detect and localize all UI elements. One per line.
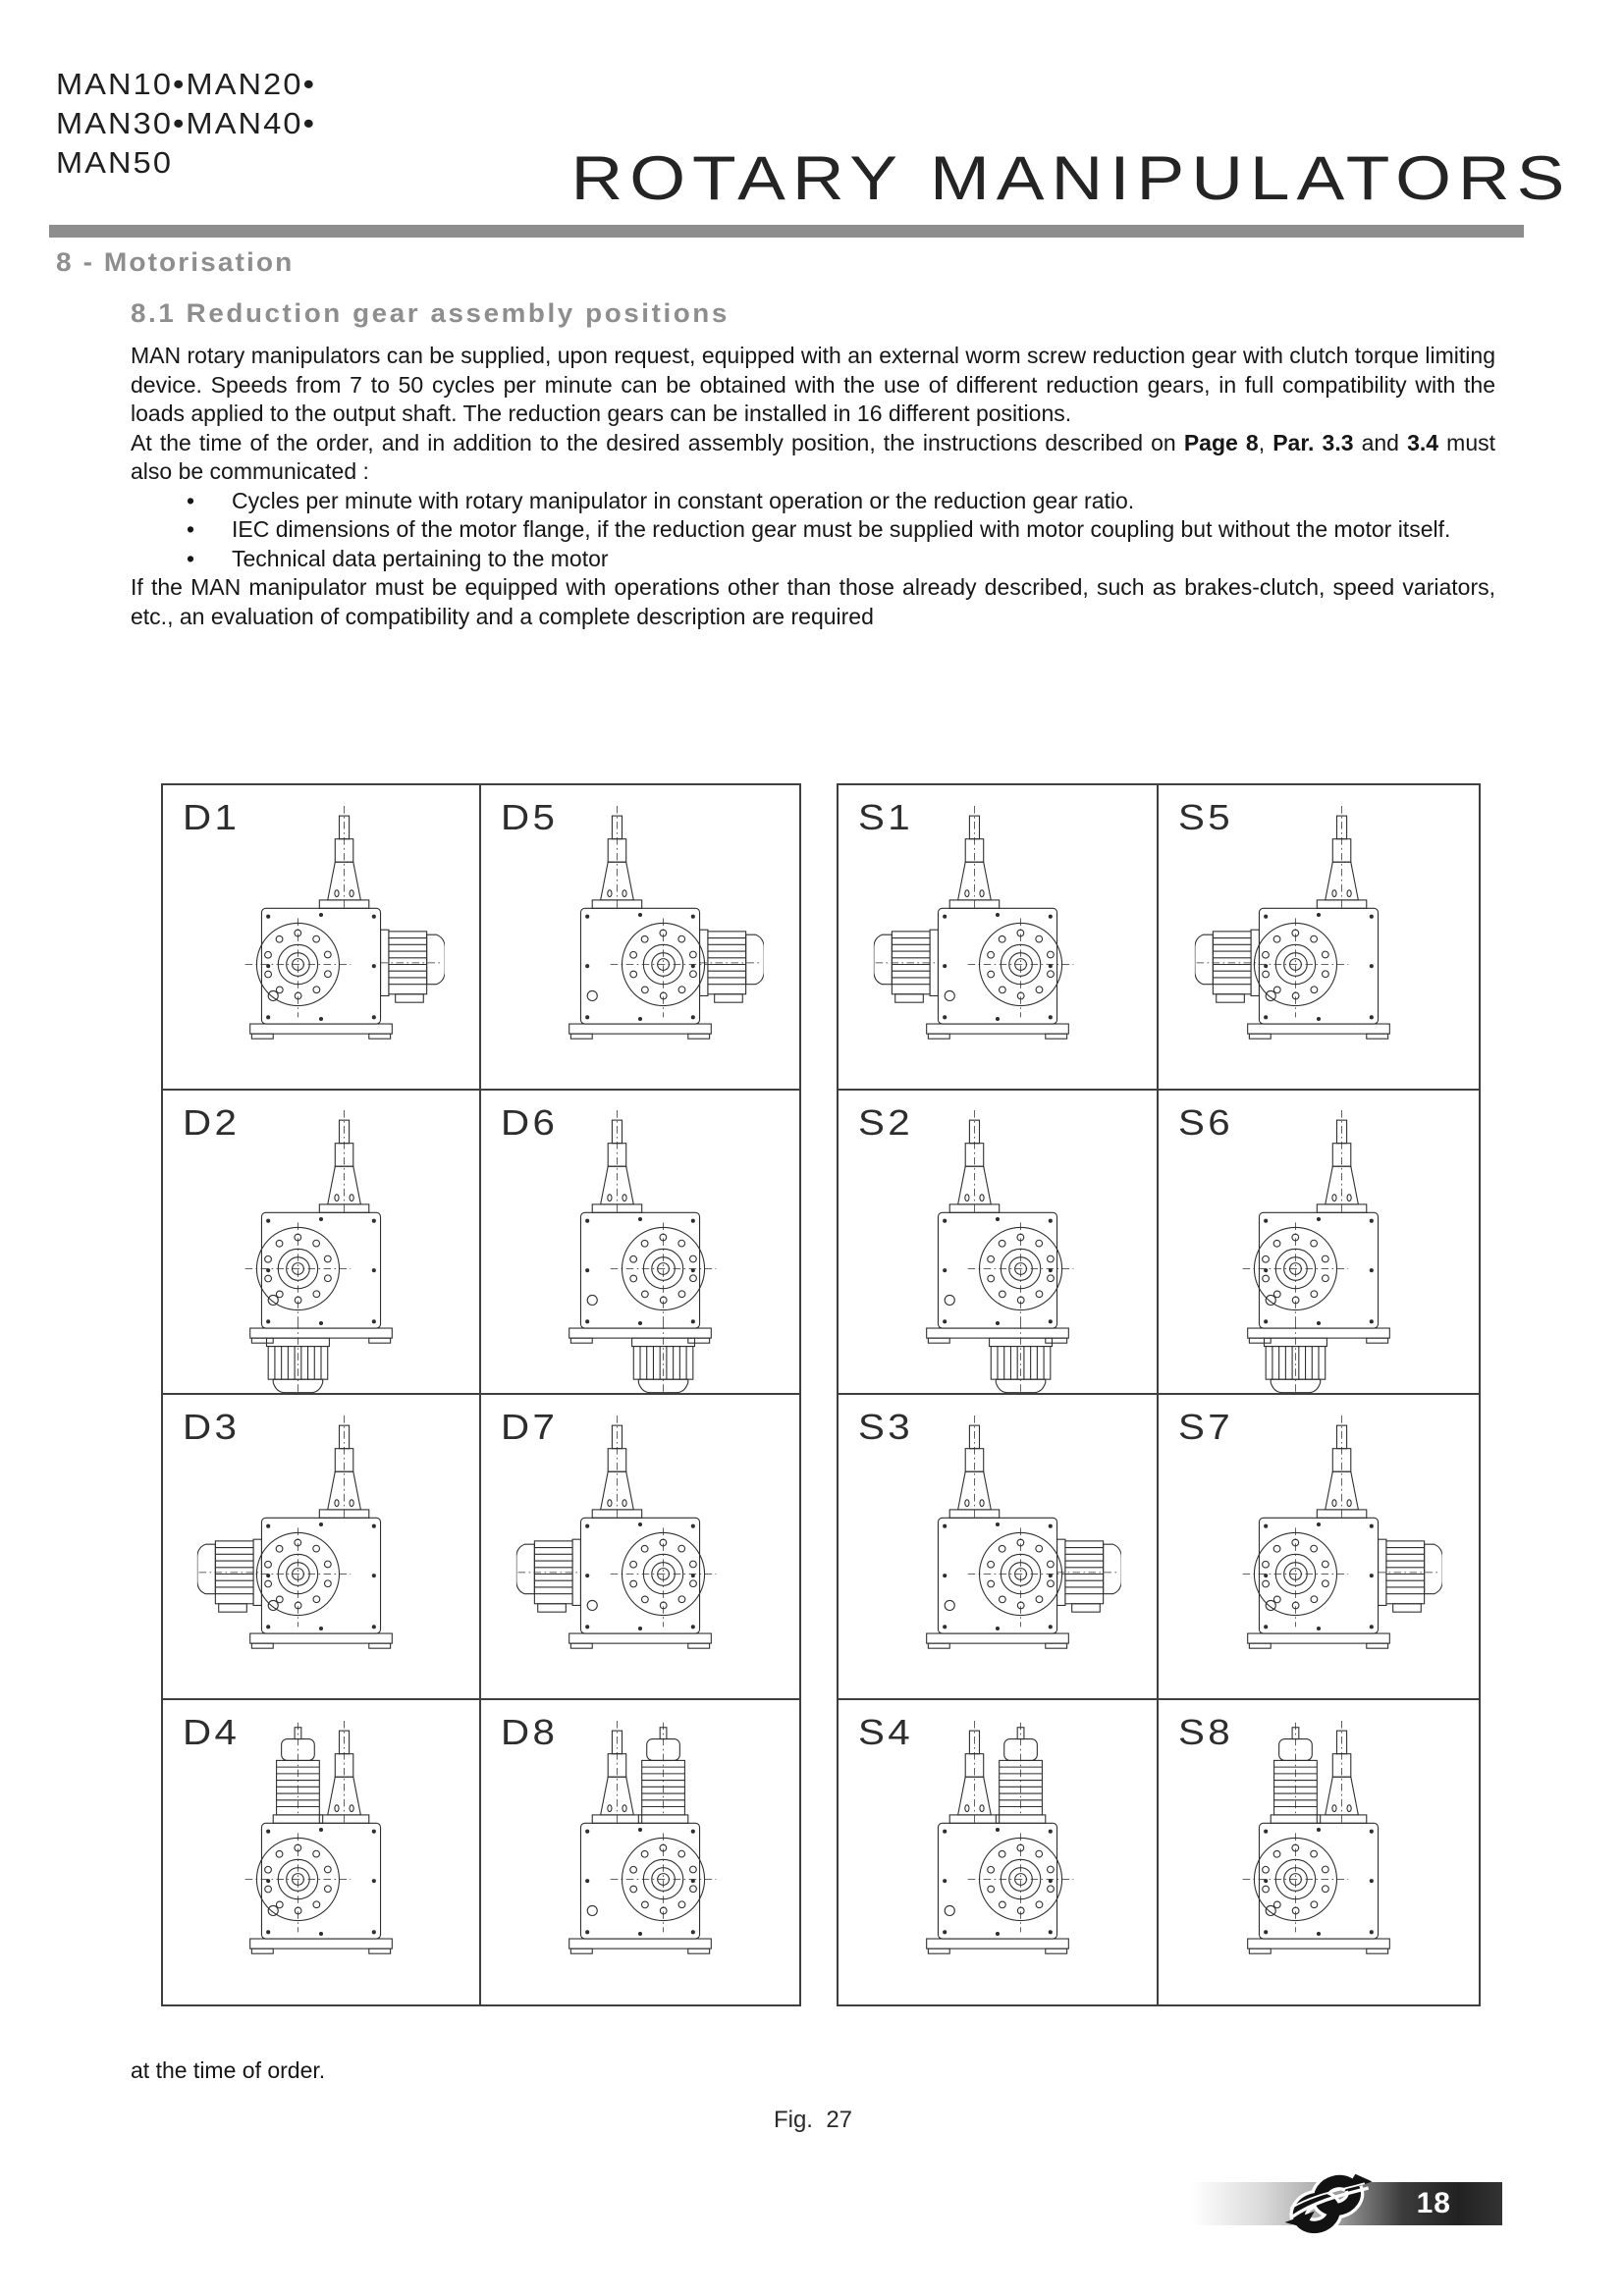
- paragraph-3: If the MAN manipulator must be equipped with operations other than those already described, such as brakes-clutch, speed variators, etc., an evaluation of compatibility and a complete description are required: [131, 574, 1495, 629]
- paragraph-1: MAN rotary manipulators can be supplied, upon request, equipped with an external worm screw reduction gear with clutch torque limiting device. Speeds from 7 to 50 cycles per minute can be obtained with the use of different reduction gears, in full compatibility with the loads applied to the output shaft. The reduction gears can be installed in 16 different positions.: [131, 343, 1495, 426]
- model-line: MAN50: [56, 145, 174, 180]
- figure-cell-d2: [163, 1091, 481, 1396]
- gear-assembly-drawing: [874, 1411, 1121, 1701]
- model-line: MAN10•MAN20•: [56, 67, 317, 101]
- gear-assembly-drawing: [197, 1716, 445, 2006]
- gear-assembly-drawing: [516, 1105, 764, 1396]
- figure-caption: Fig. 27: [773, 2107, 853, 2133]
- figure-cell-d4: [163, 1700, 481, 2005]
- figure-cell-label: D7: [501, 1407, 559, 1447]
- gear-assembly-drawing: [874, 801, 1121, 1092]
- footer-bar: [1191, 2182, 1502, 2225]
- paragraph-2: At the time of the order, and in addition to the desired assembly position, the instructions described on Page 8, Par. 3.3 and 3.4 must also be communicated :: [131, 429, 1496, 484]
- bullet-item: • Cycles per minute with rotary manipulator in constant operation or the reduction gear ratio.: [131, 487, 1495, 516]
- gear-assembly-drawing: [197, 1411, 445, 1701]
- figure-cell-label: S3: [858, 1407, 914, 1447]
- bullet-item: • Technical data pertaining to the motor: [131, 545, 1495, 574]
- figure-cell-label: D3: [183, 1407, 241, 1447]
- figure-cell-label: S4: [858, 1711, 914, 1752]
- bullet-item: • IEC dimensions of the motor flange, if the reduction gear must be supplied with motor coupling but without the motor itself.: [131, 515, 1495, 545]
- header-rule: [49, 225, 1524, 238]
- figure-cell-label: D1: [183, 797, 241, 837]
- figure-cell-d5: [481, 785, 799, 1091]
- model-list: [56, 65, 316, 183]
- figure-cell-label: S2: [858, 1101, 914, 1143]
- figure-cell-s3: [839, 1395, 1159, 1700]
- model-line: MAN30•MAN40•: [56, 106, 317, 140]
- figure-cell-label: D8: [501, 1711, 559, 1752]
- bullet-glyph: •: [187, 545, 195, 571]
- figure-cell-label: D4: [183, 1711, 241, 1752]
- body-text: [131, 342, 1495, 631]
- gear-assembly-drawing: [874, 1716, 1121, 2006]
- page-number: 18: [1416, 2187, 1451, 2219]
- figure-cell-s2: [839, 1091, 1159, 1396]
- gear-assembly-drawing: [874, 1105, 1121, 1396]
- subsection-heading: 8.1 Reduction gear assembly positions: [131, 298, 730, 328]
- gear-assembly-drawing: [516, 1411, 764, 1701]
- gear-assembly-drawing: [1195, 1105, 1442, 1396]
- figure-cell-d1: [163, 785, 481, 1091]
- gear-assembly-drawing: [197, 801, 445, 1092]
- figure-cell-s7: [1159, 1395, 1479, 1700]
- gear-assembly-drawing: [1195, 1716, 1442, 2006]
- bullet-glyph: •: [187, 516, 195, 542]
- gear-assembly-drawing: [516, 801, 764, 1092]
- gear-assembly-drawing: [1195, 1411, 1442, 1701]
- page-title: ROTARY MANIPULATORS: [570, 144, 1571, 213]
- figure-cell-s1: [839, 785, 1159, 1091]
- figure-cell-s6: [1159, 1091, 1479, 1396]
- figure-cell-label: S1: [858, 797, 914, 837]
- figure-cell-d6: [481, 1091, 799, 1396]
- figure-cell-label: S6: [1178, 1101, 1234, 1143]
- gear-assembly-drawing: [1195, 801, 1442, 1092]
- figure-cell-label: S8: [1178, 1711, 1234, 1752]
- gear-assembly-drawing: [197, 1105, 445, 1396]
- figure-cell-label: S7: [1178, 1407, 1234, 1447]
- figure-cell-label: D5: [501, 797, 559, 837]
- figure-cell-s4: [839, 1700, 1159, 2005]
- company-logo-icon: [1277, 2163, 1380, 2252]
- bullet-list: [131, 487, 1495, 574]
- figure-cell-d7: [481, 1395, 799, 1700]
- trailing-text: at the time of order.: [131, 2057, 326, 2083]
- figure-table-s-positions: [837, 783, 1481, 2006]
- bullet-glyph: •: [187, 487, 195, 513]
- figure-cell-label: D2: [183, 1101, 241, 1143]
- figure-cell-d8: [481, 1700, 799, 2005]
- figure-cell-label: D6: [501, 1101, 559, 1143]
- figure-cell-d3: [163, 1395, 481, 1700]
- figure-cell-s8: [1159, 1700, 1479, 2005]
- figure-cell-label: S5: [1178, 797, 1234, 837]
- figure-table-d-positions: [161, 783, 801, 2006]
- section-heading: 8 - Motorisation: [56, 247, 295, 277]
- gear-assembly-drawing: [516, 1716, 764, 2006]
- figure-cell-s5: [1159, 785, 1479, 1091]
